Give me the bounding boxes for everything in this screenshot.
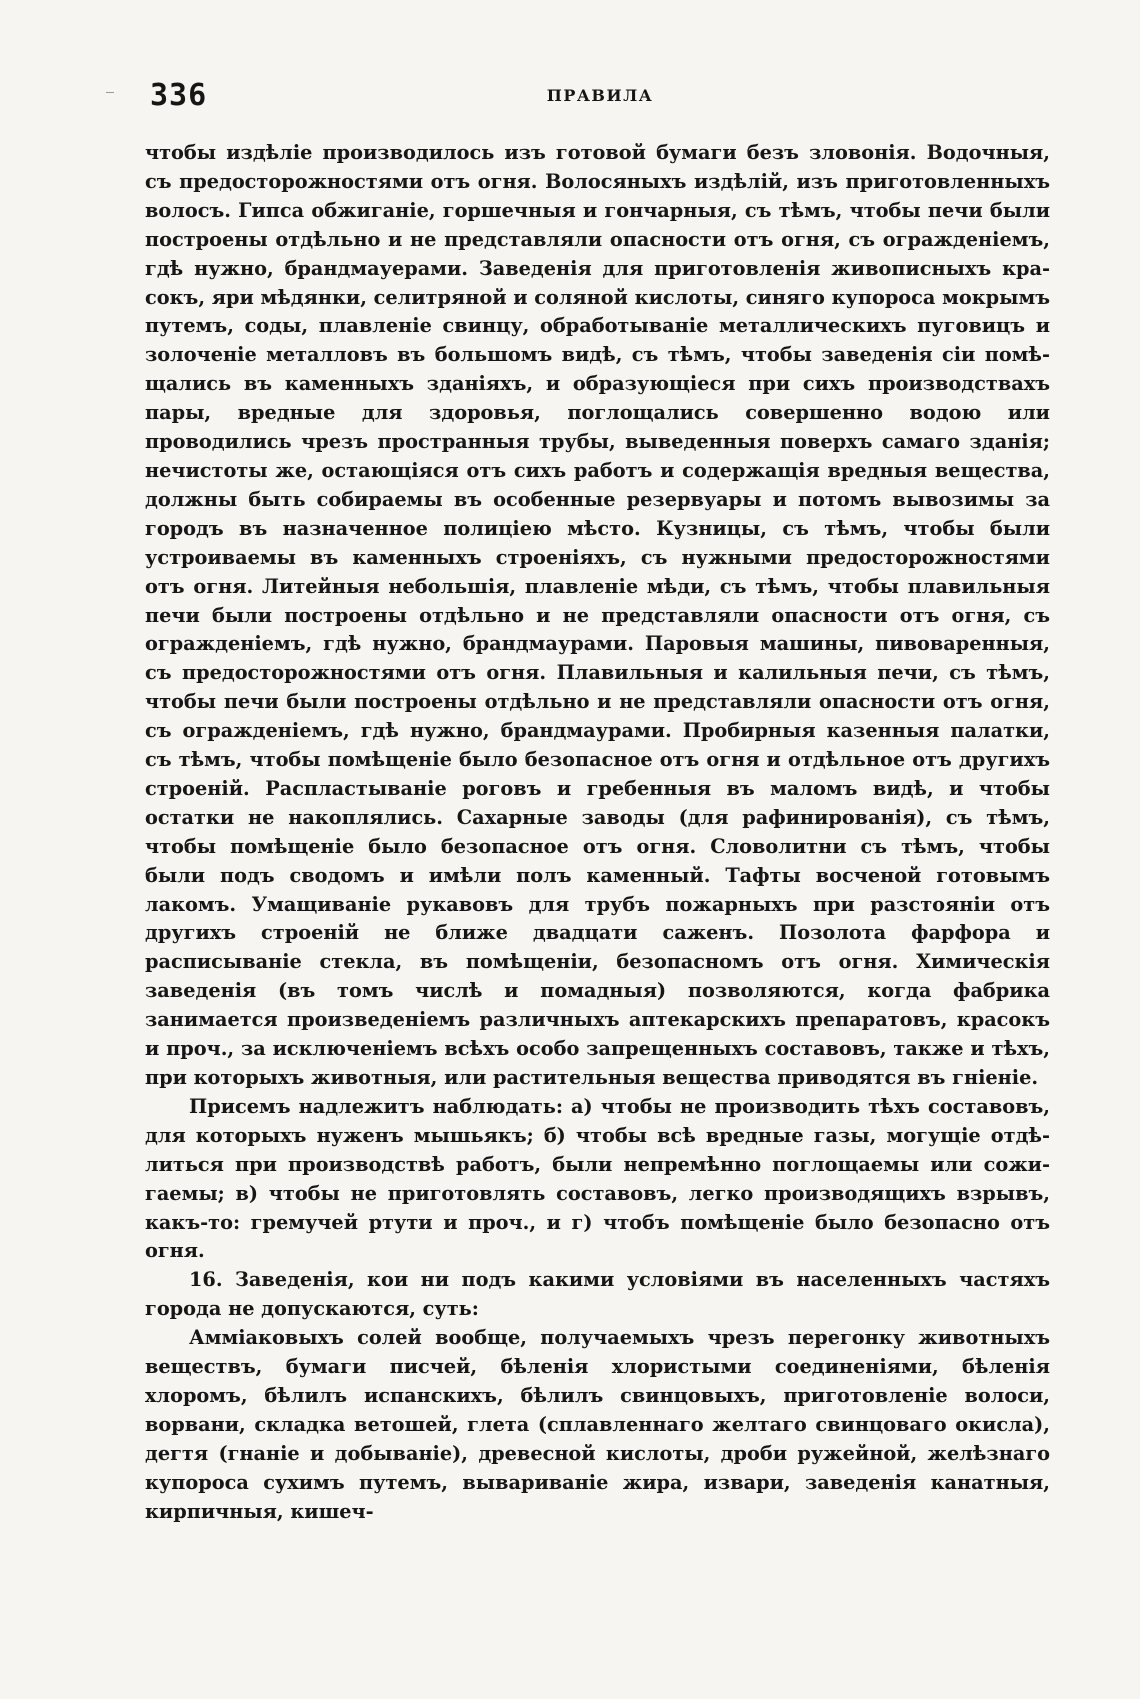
page-number: 336 [150,78,208,113]
paragraph: Амміаковыхъ солей вообще, получаемыхъ чрезъ перегонку животныхъ веществъ, бумаги писчей, бѣленія хлористыми соединеніями, бѣленія хлоромъ, бѣлилъ испанскихъ, бѣлилъ свинцовыхъ, приготовленіе волоси, ворвани, складка ветошей, глета (сплавленнаго желтаго свинцоваго окисла), дегтя (гнаніе и добыванiе), древесной кислоты, дроби ружейной, желѣзнаго купороса сухимъ путемъ, вывариваніе жира, извари, заведенія канатныя, кирпичныя, кишеч- [145,1326,1050,1523]
paragraph: Присемъ надлежитъ наблюдать: а) чтобы не производить тѣхъ составовъ, для которыхъ нуженъ мышьякъ; б) чтобы всѣ вредные газы, могущіе отдѣлиться при производствѣ работъ, были непремѣнно поглощаемы или сожигаемы; в) чтобы не приготовлять составовъ, легко производящихъ взрывъ, какъ-то: гремучей ртути и проч., и г) чтобъ помѣщеніе было безопасно отъ огня. [145,1094,1050,1263]
section-16-heading: 16. Заведенія, кои ни подъ какими условіями въ населенныхъ частяхъ города не допускаются, суть: [145,1268,1050,1321]
margin-mark [106,92,114,93]
body-text [145,139,1050,1527]
running-title: ПРАВИЛА [546,86,654,105]
page-header [150,78,1050,118]
paragraph: чтобы издѣліе производилось изъ готовой бумаги безъ зловонія. Водочныя, съ предосторожностями отъ огня. Волосяныхъ издѣлій, изъ приготовленныхъ волосъ. Гипса обжиганіе, горшечныя и гончарныя, съ тѣмъ, чтобы печи были построены отдѣльно и не представляли опасности отъ огня, съ огражденіемъ, гдѣ нужно, брандмауерами. Заведенія для приготовленія живописныхъ красокъ, яри мѣдянки, селитряной и соляной кислоты, синяго купороса мокрымъ путемъ, соды, плавленіе свинцу, обработываніе металлическихъ пуговицъ и золоченіе металловъ въ большомъ видѣ, съ тѣмъ, чтобы заведенія сіи помѣщались въ каменныхъ зданіяхъ, и образующіеся при сихъ производствахъ пары, вредные для здоровья, поглощались совершенно водою или проводились чрезъ пространныя трубы, выведенныя поверхъ самаго зданія; нечистоты же, остающіяся отъ сихъ работъ и содержащія вредныя вещества, должны быть собираемы въ особенные резервуары и потомъ вывозимы за городъ въ назначенное полиціею мѣсто. Кузницы, съ тѣмъ, чтобы были устроиваемы въ каменныхъ строеніяхъ, съ нужными предосторожностями отъ огня. Литейныя небольшія, плавленіе мѣди, съ тѣмъ, чтобы плавильныя печи были построены отдѣльно и не представляли опасности отъ огня, съ огражденіемъ, гдѣ нужно, брандмаурами. Паровыя машины, пивоваренныя, съ предосторожностями отъ огня. Плавильныя и калильныя печи, съ тѣмъ, чтобы печи были построены отдѣльно и не представляли опасности отъ огня, съ огражденіемъ, гдѣ нужно, брандмаурами. Пробирныя казенныя палатки, съ тѣмъ, чтобы помѣщеніе было безопасное отъ огня и отдѣльное отъ другихъ строеній. Распластываніе роговъ и гребенныя въ маломъ видѣ, и чтобы остатки не накоплялись. Сахарные заводы (для рафинированія), съ тѣмъ, чтобы помѣщеніе было безопасное отъ огня. Словолитни съ тѣмъ, чтобы были подъ сводомъ и имѣли полъ каменный. Тафты восченой готовымъ лакомъ. Умащиваніе рукавовъ для трубъ пожарныхъ при разстояніи отъ другихъ строеній не ближе двадцати саженъ. Позолота фарфора и расписываніе стекла, въ помѣщеніи, безопасномъ отъ огня. Химическія заведенія (въ томъ числѣ и помадныя) позволяются, когда фабрика занимается произведеніемъ различныхъ аптекарскихъ препаратовъ, красокъ и проч., за исключеніемъ всѣхъ особо запрещенныхъ составовъ, также и тѣхъ, при которыхъ животныя, или растительныя вещества приводятся въ гніеніе. [145,141,1050,1089]
